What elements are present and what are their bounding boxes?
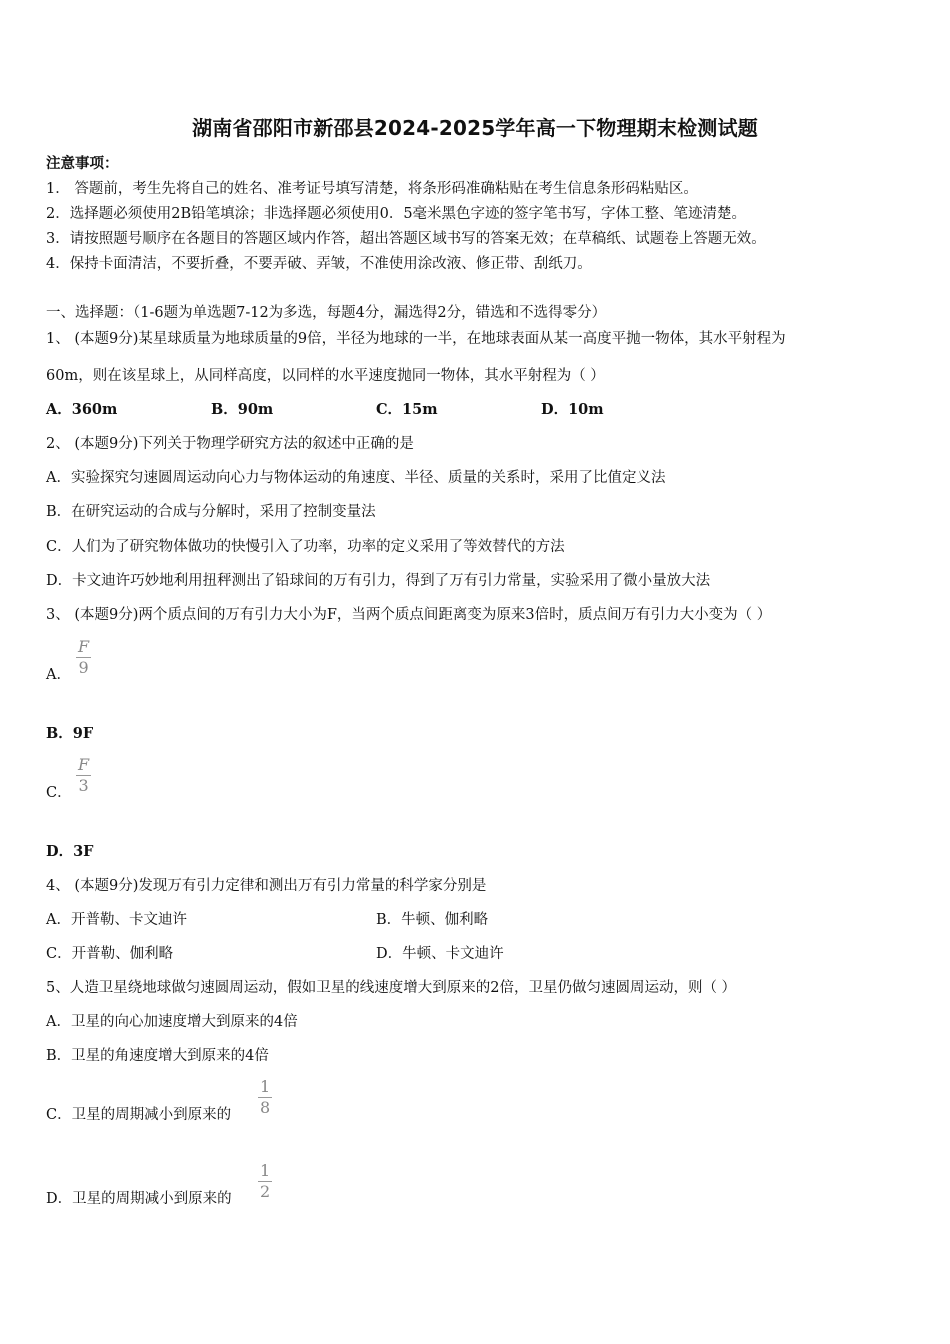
- notice-heading: 注意事项：: [46, 155, 119, 172]
- q2-option-d: D．卡文迪许巧妙地利用扭秤测出了铅球间的万有引力，得到了万有引力常量，实验采用了微小量放大法: [46, 573, 711, 589]
- q1-option-c: C．15m: [376, 401, 438, 418]
- q4-option-c: C．开普勒、伽利略: [46, 946, 174, 962]
- q5-option-b: B．卫星的角速度增大到原来的4倍: [46, 1048, 269, 1064]
- q3-option-a-label: A．: [46, 667, 71, 683]
- q1-option-a: A．360m: [46, 401, 118, 418]
- notice-item: 3．请按照题号顺序在各题目的答题区域内作答，超出答题区域书写的答案无效；在草稿纸、试题卷上答题无效。: [46, 231, 766, 247]
- q4-option-a: A．开普勒、卡文迪许: [46, 912, 187, 928]
- q3-option-c-label: C．: [46, 785, 72, 801]
- q3-option-d: D．3F: [46, 843, 94, 860]
- notice-item: 2．选择题必须使用2B铅笔填涂；非选择题必须使用0．5毫米黑色字迹的签字笔书写，字体工整、笔迹清楚。: [46, 206, 747, 222]
- q3-option-a-fraction: [76, 638, 91, 677]
- q1-stem-cont: 60m，则在该星球上，从同样高度，以同样的水平速度抛同一物体，其水平射程为（ ）: [46, 368, 605, 384]
- q3-stem: 3、 (本题9分)两个质点间的万有引力大小为F，当两个质点间距离变为原来3倍时，质点间万有引力大小变为（ ）: [46, 607, 772, 623]
- q5-option-d-fraction: [258, 1162, 272, 1201]
- q5-option-a: A．卫星的向心加速度增大到原来的4倍: [46, 1014, 298, 1030]
- q4-option-b: B．牛顿、伽利略: [376, 912, 489, 928]
- q5-option-c-fraction: [258, 1078, 272, 1117]
- q3-option-c-fraction: [76, 756, 91, 795]
- notice-item: 4．保持卡面清洁，不要折叠，不要弄破、弄皱，不准使用涂改液、修正带、刮纸刀。: [46, 256, 592, 272]
- q4-stem: 4、 (本题9分)发现万有引力定律和测出万有引力常量的科学家分别是: [46, 878, 487, 894]
- notice-item: 1． 答题前，考生先将自己的姓名、准考证号填写清楚，将条形码准确粘贴在考生信息条形码粘贴区。: [46, 181, 698, 197]
- fraction-numerator: F: [78, 755, 90, 774]
- q2-option-c: C．人们为了研究物体做功的快慢引入了功率，功率的定义采用了等效替代的方法: [46, 539, 565, 555]
- fraction-denominator: 9: [78, 658, 89, 677]
- fraction-numerator: F: [78, 637, 90, 656]
- q1-option-d: D．10m: [541, 401, 604, 418]
- q5-stem: 5、人造卫星绕地球做匀速圆周运动，假如卫星的线速度增大到原来的2倍，卫星仍做匀速圆周运动，则（ ）: [46, 980, 737, 996]
- q1-option-b: B．90m: [211, 401, 274, 418]
- fraction-numerator: 1: [260, 1077, 271, 1096]
- page-title: 湖南省邵阳市新邵县2024-2025学年高一下物理期末检测试题: [192, 116, 758, 140]
- q3-option-b: B．9F: [46, 725, 94, 742]
- q2-option-a: A．实验探究匀速圆周运动向心力与物体运动的角速度、半径、质量的关系时，采用了比值定义法: [46, 470, 666, 486]
- q5-option-c-label: C．卫星的周期减小到原来的: [46, 1107, 232, 1123]
- q2-stem: 2、 (本题9分)下列关于物理学研究方法的叙述中正确的是: [46, 436, 414, 452]
- q4-option-d: D．牛顿、卡文迪许: [376, 946, 504, 962]
- fraction-numerator: 1: [260, 1161, 271, 1180]
- fraction-denominator: 2: [260, 1182, 271, 1201]
- section-heading: 一、选择题：（1-6题为单选题7-12为多选，每题4分，漏选得2分，错选和不选得零分）: [46, 305, 607, 321]
- q2-option-b: B．在研究运动的合成与分解时，采用了控制变量法: [46, 504, 376, 520]
- q1-stem: 1、 (本题9分)某星球质量为地球质量的9倍，半径为地球的一半，在地球表面从某一高度平抛一物体，其水平射程为: [46, 331, 786, 347]
- fraction-denominator: 8: [260, 1098, 271, 1117]
- q5-option-d-label: D．卫星的周期减小到原来的: [46, 1191, 232, 1207]
- fraction-denominator: 3: [78, 776, 89, 795]
